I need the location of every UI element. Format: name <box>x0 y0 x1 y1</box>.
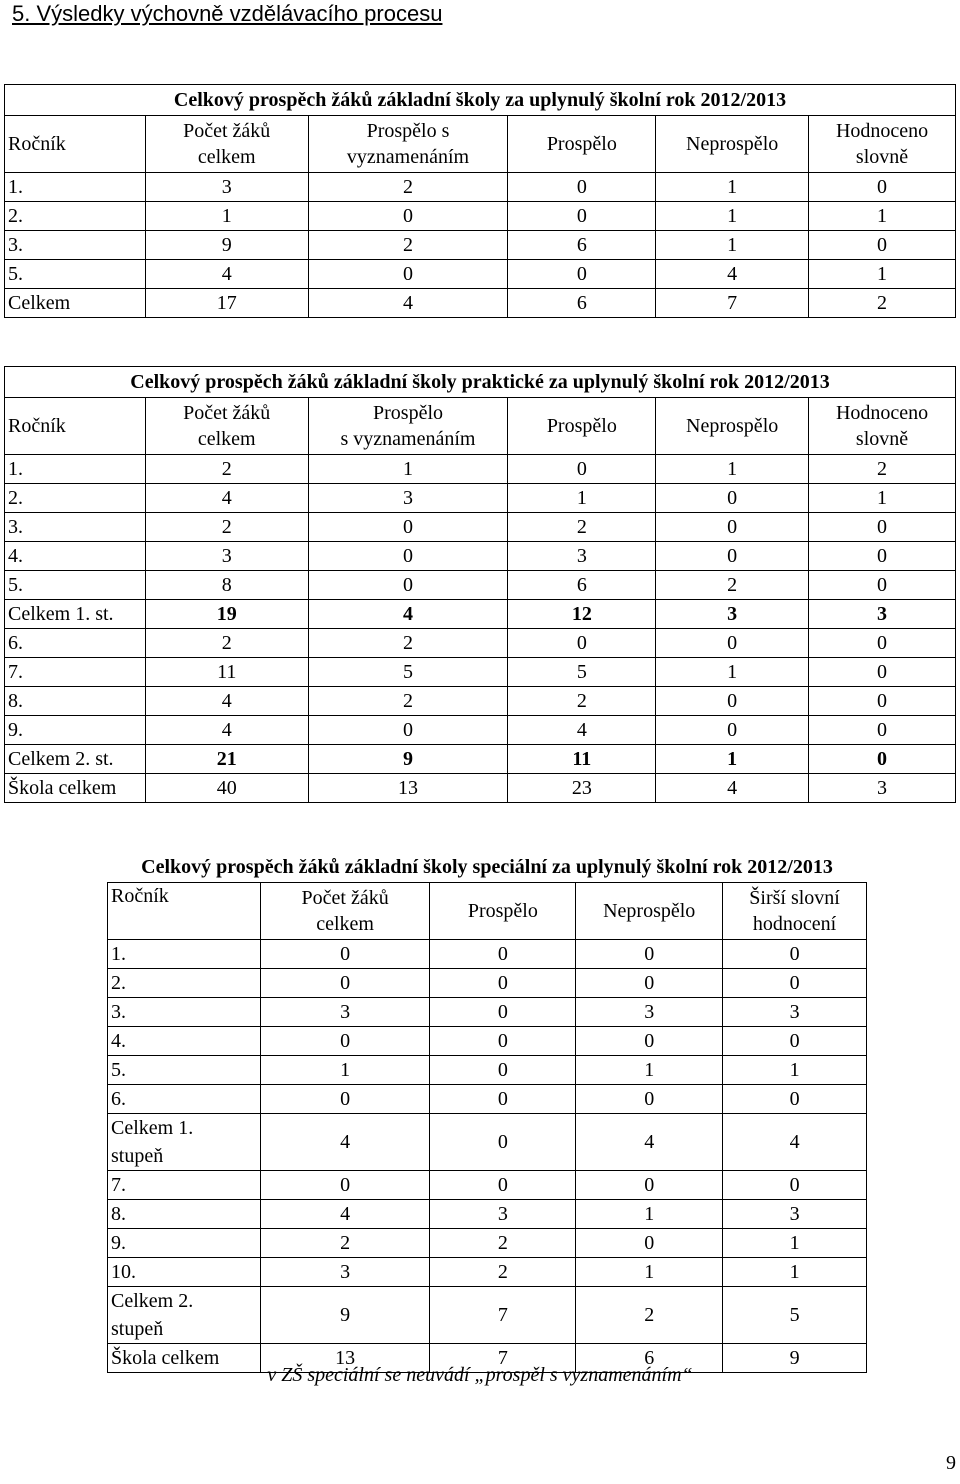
row-label: Celkem 1. st. <box>5 600 146 629</box>
table-caption: Celkový prospěch žáků základní školy speciální za uplynulý školní rok 2012/2013 <box>141 856 833 878</box>
table-row <box>108 1171 867 1200</box>
table-cell: 2 <box>308 173 508 202</box>
table-cell: 5 <box>308 658 508 687</box>
row-label <box>108 969 261 998</box>
table-cell: 0 <box>308 260 508 289</box>
cell-text: Ročník <box>8 133 66 155</box>
results-table-practical-school <box>4 366 956 803</box>
row-label <box>108 1027 261 1056</box>
table-cell: 6 <box>508 289 656 318</box>
table-row <box>5 774 956 803</box>
cell-text: Hodnoceno <box>835 120 929 142</box>
table-cell: 0 <box>430 1171 576 1200</box>
table-cell: 11 <box>508 745 656 774</box>
table-cell: 17 <box>145 289 308 318</box>
table-cell: 0 <box>809 745 956 774</box>
table-row <box>5 484 956 513</box>
table-cell: 3 <box>145 542 308 571</box>
table-cell: 1 <box>809 484 956 513</box>
table-cell: 1 <box>260 1056 430 1085</box>
table-row <box>108 940 867 969</box>
cell-text: 8. <box>111 1203 126 1225</box>
table-cell: 3 <box>723 998 867 1027</box>
table-row <box>5 658 956 687</box>
table-cell: 9 <box>260 1287 430 1344</box>
row-label <box>108 1258 261 1287</box>
table-cell: 0 <box>430 1114 576 1171</box>
table-cell: 3 <box>576 998 723 1027</box>
cell-text: 1. <box>111 943 126 965</box>
cell-text: Prospělo s <box>366 120 450 142</box>
cell-text: Neprospělo <box>603 900 696 922</box>
table-cell: 4 <box>576 1114 723 1171</box>
table-cell: 1 <box>656 231 809 260</box>
table-cell: 0 <box>576 1085 723 1114</box>
row-label: 2. <box>5 484 146 513</box>
cell-text: 10. <box>111 1261 136 1283</box>
column-header <box>576 883 723 940</box>
table-cell: 2 <box>576 1287 723 1344</box>
table-cell: 4 <box>508 716 656 745</box>
cell-text: Hodnoceno <box>835 402 929 424</box>
table-cell: 1 <box>656 745 809 774</box>
table-caption: Celkový prospěch žáků základní školy za uplynulý školní rok 2012/2013 <box>5 85 956 116</box>
cell-text: slovně <box>855 146 909 168</box>
row-label: 3. <box>5 231 146 260</box>
column-header <box>108 883 261 940</box>
table-header-row <box>5 398 956 455</box>
cell-text: 9. <box>111 1232 126 1254</box>
cell-text: Neprospělo <box>686 415 779 437</box>
table-cell: 0 <box>809 629 956 658</box>
table-row <box>108 1114 867 1171</box>
table-cell: 0 <box>656 542 809 571</box>
table-cell: 9 <box>723 1344 867 1373</box>
cell-text: Počet žáků <box>183 120 271 142</box>
table-cell: 0 <box>809 542 956 571</box>
table-cell: 4 <box>308 289 508 318</box>
cell-text: stupeň <box>111 1318 164 1340</box>
table-cell: 1 <box>809 260 956 289</box>
table-cell: 0 <box>809 173 956 202</box>
table-cell: 1 <box>656 658 809 687</box>
table-cell: 19 <box>145 600 308 629</box>
table-cell: 1 <box>656 173 809 202</box>
table-cell: 0 <box>723 1027 867 1056</box>
table-cell: 1 <box>576 1056 723 1085</box>
table-cell: 4 <box>723 1114 867 1171</box>
cell-text: Celkem 2. <box>111 1290 194 1312</box>
row-label <box>108 940 261 969</box>
table-cell: 3 <box>809 600 956 629</box>
table-cell: 1 <box>809 202 956 231</box>
table-row <box>108 1229 867 1258</box>
table-cell: 7 <box>430 1287 576 1344</box>
table-cell: 3 <box>809 774 956 803</box>
table-header-row <box>5 116 956 173</box>
table-cell: 4 <box>656 260 809 289</box>
cell-text: 4. <box>111 1030 126 1052</box>
cell-text: Prospělo <box>467 900 538 922</box>
table-row <box>5 687 956 716</box>
table-cell: 0 <box>508 260 656 289</box>
table-cell: 0 <box>723 940 867 969</box>
table-cell: 4 <box>145 687 308 716</box>
results-table-basic-school <box>4 84 956 318</box>
table-cell: 0 <box>308 513 508 542</box>
table-cell: 0 <box>809 571 956 600</box>
cell-text: Škola celkem <box>111 1347 220 1369</box>
table-cell: 0 <box>809 658 956 687</box>
table-cell: 23 <box>508 774 656 803</box>
table-cell: 12 <box>508 600 656 629</box>
row-label: 5. <box>5 260 146 289</box>
row-label <box>108 1056 261 1085</box>
table-cell: 0 <box>576 969 723 998</box>
table-row <box>108 998 867 1027</box>
table-caption: Celkový prospěch žáků základní školy praktické za uplynulý školní rok 2012/2013 <box>5 367 956 398</box>
table-header-row <box>108 883 867 940</box>
cell-text: Počet žáků <box>301 887 389 909</box>
row-label <box>108 1229 261 1258</box>
table-cell: 3 <box>145 173 308 202</box>
row-label: 4. <box>5 542 146 571</box>
row-label <box>108 1171 261 1200</box>
column-header <box>308 116 508 173</box>
table-cell: 2 <box>145 513 308 542</box>
column-header <box>308 398 508 455</box>
table-cell: 0 <box>508 455 656 484</box>
table-row <box>5 600 956 629</box>
table-cell: 0 <box>260 1085 430 1114</box>
table-cell: 2 <box>260 1229 430 1258</box>
cell-text: 7. <box>111 1174 126 1196</box>
table-cell: 0 <box>576 1171 723 1200</box>
table-cell: 2 <box>508 687 656 716</box>
table-cell: 1 <box>308 455 508 484</box>
table-cell: 0 <box>809 231 956 260</box>
table-cell: 5 <box>508 658 656 687</box>
table-row <box>5 571 956 600</box>
row-label: 2. <box>5 202 146 231</box>
table-cell: 0 <box>508 629 656 658</box>
table-row <box>5 289 956 318</box>
cell-text: Ročník <box>111 885 169 907</box>
column-header <box>260 883 430 940</box>
table-cell: 0 <box>430 1085 576 1114</box>
cell-text: Celkem 1. <box>111 1117 194 1139</box>
table-cell: 8 <box>145 571 308 600</box>
table-cell: 2 <box>430 1258 576 1287</box>
table-cell: 0 <box>430 940 576 969</box>
table-cell: 1 <box>656 202 809 231</box>
cell-text: celkem <box>197 146 256 168</box>
table-cell: 2 <box>145 455 308 484</box>
table-cell: 0 <box>260 1171 430 1200</box>
row-label <box>108 1085 261 1114</box>
cell-text: Ročník <box>8 415 66 437</box>
table-cell: 2 <box>308 687 508 716</box>
table-cell: 9 <box>308 745 508 774</box>
table-row <box>108 1056 867 1085</box>
table-row <box>5 513 956 542</box>
cell-text: hodnocení <box>752 913 837 935</box>
table-cell: 4 <box>260 1114 430 1171</box>
table-cell: 11 <box>145 658 308 687</box>
table-cell: 1 <box>576 1258 723 1287</box>
table-cell: 0 <box>430 1056 576 1085</box>
table-cell: 0 <box>656 513 809 542</box>
table-cell: 0 <box>656 687 809 716</box>
table-cell: 0 <box>576 1229 723 1258</box>
table-cell: 3 <box>723 1200 867 1229</box>
table-cell: 3 <box>656 600 809 629</box>
table-cell: 1 <box>723 1229 867 1258</box>
table-cell: 0 <box>723 969 867 998</box>
column-header <box>656 116 809 173</box>
row-label: Celkem 2. st. <box>5 745 146 774</box>
table-row <box>5 716 956 745</box>
table-cell: 0 <box>308 571 508 600</box>
table-cell: 6 <box>576 1344 723 1373</box>
column-header <box>145 398 308 455</box>
table-cell: 13 <box>260 1344 430 1373</box>
cell-text: Počet žáků <box>183 402 271 424</box>
cell-text: Prospělo <box>373 402 443 424</box>
table-cell: 0 <box>723 1085 867 1114</box>
table-cell: 1 <box>723 1258 867 1287</box>
cell-text: s vyznamenáním <box>340 428 476 450</box>
cell-text: vyznamenáním <box>346 146 470 168</box>
column-header <box>809 398 956 455</box>
table-cell: 4 <box>145 716 308 745</box>
results-table-special-school <box>107 852 867 1373</box>
section-heading: 5. Výsledky výchovně vzdělávacího procesu <box>12 1 443 26</box>
table-row <box>5 745 956 774</box>
column-header <box>5 116 146 173</box>
table-row <box>108 1200 867 1229</box>
table-cell: 4 <box>145 484 308 513</box>
table-cell: 2 <box>809 455 956 484</box>
page-number: 9 <box>946 1452 956 1474</box>
table-cell: 3 <box>260 1258 430 1287</box>
row-label: 6. <box>5 629 146 658</box>
table-cell: 5 <box>723 1287 867 1344</box>
table-cell: 0 <box>308 202 508 231</box>
column-header <box>723 883 867 940</box>
table-cell: 2 <box>656 571 809 600</box>
cell-text: Prospělo <box>546 133 617 155</box>
table-row <box>5 629 956 658</box>
table-cell: 0 <box>430 998 576 1027</box>
table-cell: 9 <box>145 231 308 260</box>
table-cell: 1 <box>656 455 809 484</box>
table-cell: 0 <box>809 716 956 745</box>
table-cell: 2 <box>430 1229 576 1258</box>
cell-text: 3. <box>111 1001 126 1023</box>
cell-text: 2. <box>111 972 126 994</box>
table-row <box>108 1027 867 1056</box>
table-row <box>5 231 956 260</box>
table-cell: 7 <box>656 289 809 318</box>
row-label: 5. <box>5 571 146 600</box>
cell-text: 5. <box>111 1059 126 1081</box>
table-cell: 0 <box>308 716 508 745</box>
table-cell: 0 <box>656 484 809 513</box>
cell-text: Prospělo <box>546 415 617 437</box>
table-row <box>5 455 956 484</box>
table-cell: 3 <box>508 542 656 571</box>
table-cell: 1 <box>145 202 308 231</box>
table-cell: 0 <box>508 173 656 202</box>
table-cell: 0 <box>508 202 656 231</box>
row-label <box>108 1200 261 1229</box>
row-label <box>108 998 261 1027</box>
column-header <box>430 883 576 940</box>
column-header <box>145 116 308 173</box>
column-header <box>5 398 146 455</box>
table-cell: 0 <box>723 1171 867 1200</box>
table-cell: 0 <box>260 1027 430 1056</box>
column-header <box>508 116 656 173</box>
cell-text: celkem <box>197 428 256 450</box>
column-header <box>508 398 656 455</box>
table-cell: 6 <box>508 571 656 600</box>
cell-text: Neprospělo <box>686 133 779 155</box>
table-cell: 2 <box>508 513 656 542</box>
cell-text: stupeň <box>111 1145 164 1167</box>
table-cell: 0 <box>576 1027 723 1056</box>
table-row <box>108 1258 867 1287</box>
table-cell: 2 <box>308 231 508 260</box>
table-row <box>5 202 956 231</box>
table-cell: 0 <box>260 969 430 998</box>
table-cell: 0 <box>430 969 576 998</box>
table-cell: 0 <box>576 940 723 969</box>
table-cell: 2 <box>809 289 956 318</box>
table-cell: 21 <box>145 745 308 774</box>
table-cell: 0 <box>308 542 508 571</box>
table-cell: 3 <box>430 1200 576 1229</box>
table-cell: 3 <box>260 998 430 1027</box>
row-label: 1. <box>5 455 146 484</box>
table-cell: 4 <box>145 260 308 289</box>
cell-text: slovně <box>855 428 909 450</box>
table-row <box>108 969 867 998</box>
row-label: 9. <box>5 716 146 745</box>
table-cell: 0 <box>260 940 430 969</box>
row-label: 3. <box>5 513 146 542</box>
column-header <box>656 398 809 455</box>
table-cell: 13 <box>308 774 508 803</box>
table-cell: 4 <box>260 1200 430 1229</box>
table-cell: 7 <box>430 1344 576 1373</box>
cell-text: Širší slovní <box>749 887 840 909</box>
table-cell: 40 <box>145 774 308 803</box>
cell-text: celkem <box>316 913 374 935</box>
table-cell: 0 <box>656 629 809 658</box>
table-cell: 1 <box>576 1200 723 1229</box>
table-cell: 0 <box>656 716 809 745</box>
table-row <box>5 260 956 289</box>
table-cell: 2 <box>308 629 508 658</box>
table-cell: 4 <box>656 774 809 803</box>
table-cell: 1 <box>723 1056 867 1085</box>
table-row <box>5 173 956 202</box>
column-header <box>809 116 956 173</box>
cell-text: 6. <box>111 1088 126 1110</box>
table-row <box>108 1287 867 1344</box>
table-cell: 0 <box>430 1027 576 1056</box>
row-label <box>108 1114 261 1171</box>
table-row <box>5 542 956 571</box>
table-cell: 1 <box>508 484 656 513</box>
table-cell: 2 <box>145 629 308 658</box>
table-cell: 0 <box>809 687 956 716</box>
footnote: v ZŠ speciální se neuvádí „prospěl s vyznamenáním“ <box>267 1364 693 1386</box>
table-cell: 3 <box>308 484 508 513</box>
table-cell: 6 <box>508 231 656 260</box>
row-label: 7. <box>5 658 146 687</box>
row-label <box>108 1287 261 1344</box>
row-label: 1. <box>5 173 146 202</box>
table-cell: 0 <box>809 513 956 542</box>
row-label: 8. <box>5 687 146 716</box>
row-label: Škola celkem <box>5 774 146 803</box>
table-cell: 4 <box>308 600 508 629</box>
table-row <box>108 1085 867 1114</box>
row-label: Celkem <box>5 289 146 318</box>
